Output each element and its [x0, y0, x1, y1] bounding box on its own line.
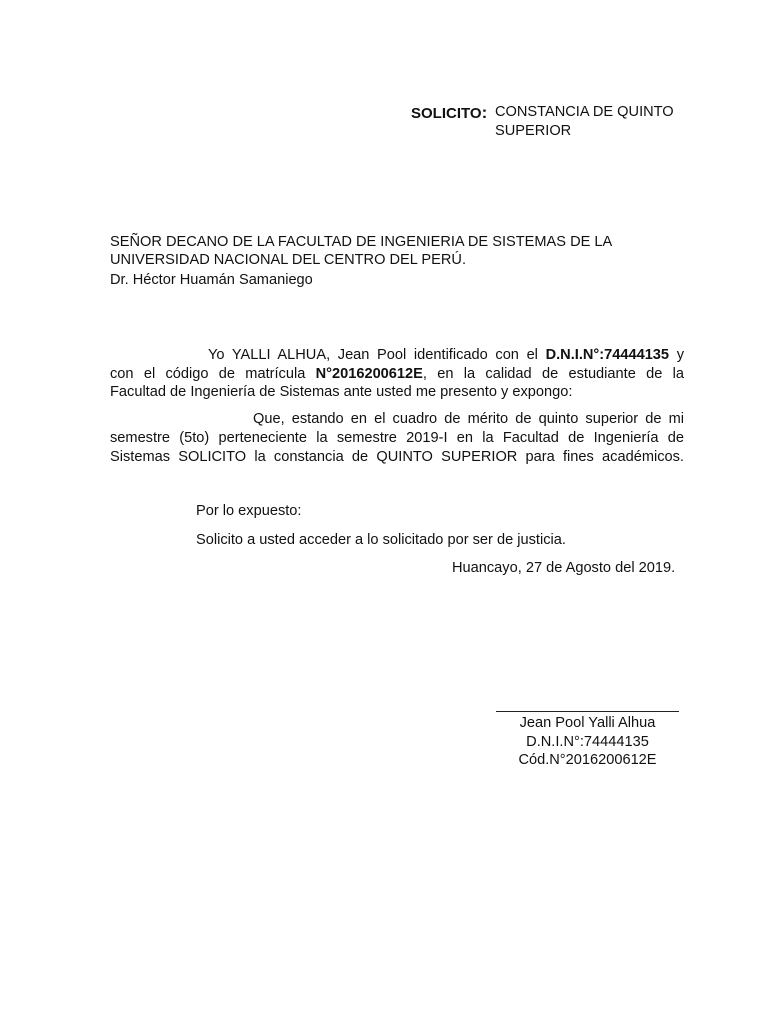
subject-label-text: SOLICITO	[411, 105, 482, 122]
paragraph2-line1: Que, estando en el cuadro de mérito de quinto superior de mi	[253, 411, 684, 427]
addressee-line3: Dr. Héctor Huamán Samaniego	[110, 272, 313, 288]
subject-label	[411, 103, 487, 123]
addressee-line1: SEÑOR DECANO DE LA FACULTAD DE INGENIERIA DE SISTEMAS DE LA	[110, 234, 613, 250]
paragraph1-line3: Facultad de Ingeniería de Sistemas ante usted me presento y expongo:	[110, 384, 573, 400]
signature-code: Cód.N°2016200612E	[518, 752, 657, 768]
closing-request: Solicito a usted acceder a lo solicitado por ser de justicia.	[196, 532, 566, 548]
dni-bold: D.N.I.N°:74444135	[545, 347, 670, 363]
paragraph1-line1	[208, 347, 684, 363]
code-bold: N°2016200612E	[315, 366, 423, 382]
signature-name: Jean Pool Yalli Alhua	[519, 715, 656, 731]
p1-l1-end: y	[669, 347, 684, 363]
addressee-line2: UNIVERSIDAD NACIONAL DEL CENTRO DEL PERÚ.	[110, 252, 466, 268]
closing-date: Huancayo, 27 de Agosto del 2019.	[452, 560, 676, 576]
paragraph2-line2: semestre (5to) perteneciente la semestre 2019-I en la Facultad de Ingeniería de	[110, 430, 684, 446]
signature-dni: D.N.I.N°:74444135	[526, 734, 649, 750]
subject-text-line2: SUPERIOR	[495, 123, 572, 139]
paragraph1-line2	[110, 366, 684, 382]
subject-colon: :	[481, 103, 488, 122]
p1-l2-end: , en la calidad de estudiante de la	[422, 366, 684, 382]
closing-expuesto: Por lo expuesto:	[196, 503, 302, 519]
p1-l2-text: con el código de matrícula	[110, 366, 316, 382]
subject-text-line1: CONSTANCIA DE QUINTO	[495, 104, 674, 120]
paragraph2-line3: Sistemas SOLICITO la constancia de QUINTO SUPERIOR para fines académicos.	[110, 449, 684, 465]
signature-line	[496, 711, 679, 712]
p1-l1-text: Yo YALLI ALHUA, Jean Pool identificado con el	[208, 347, 546, 363]
